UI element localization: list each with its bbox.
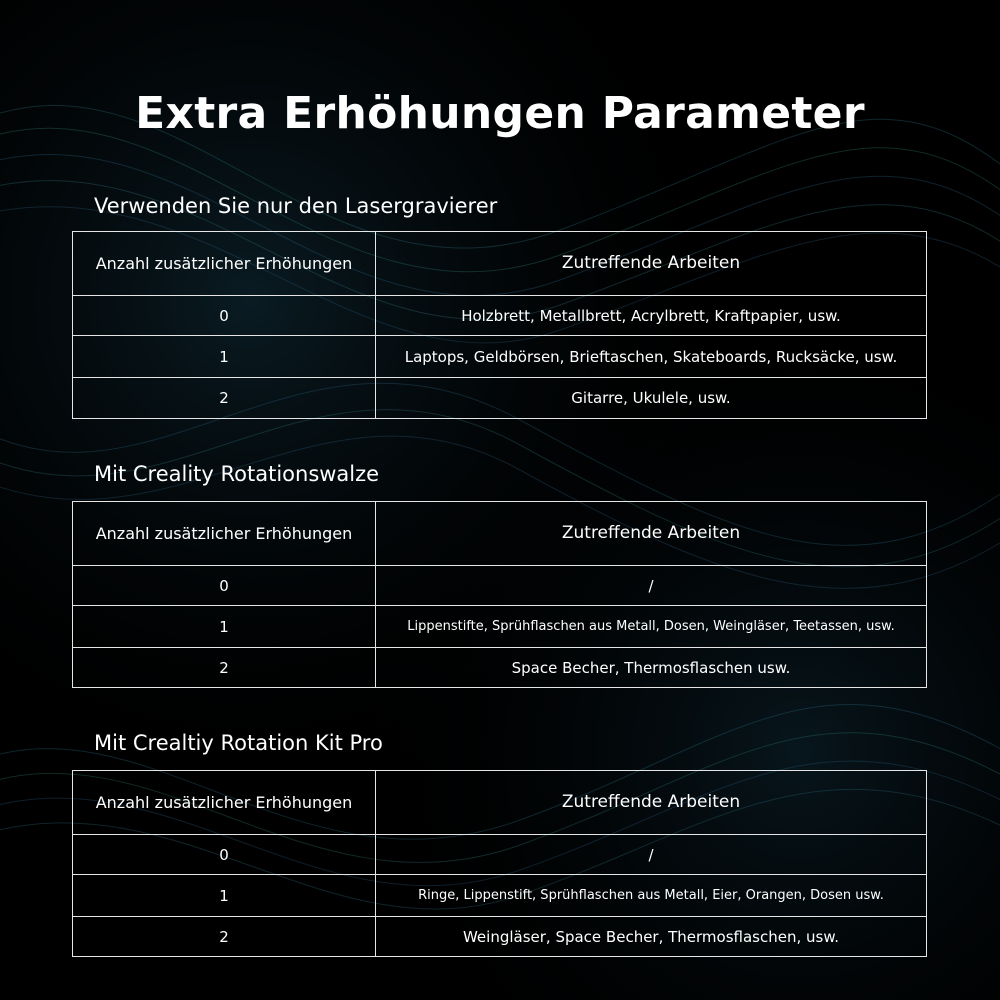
row-work: Weingläser, Space Becher, Thermosflaschen, usw.: [376, 917, 927, 957]
row-count: 0: [73, 296, 376, 336]
table-header-row: [73, 232, 927, 296]
row-count: 0: [73, 566, 376, 606]
row-count: 1: [73, 875, 376, 917]
table-row: [73, 378, 927, 419]
row-count: 1: [73, 606, 376, 648]
table-header-row: [73, 502, 927, 566]
table-row: [73, 336, 927, 378]
row-work: Holzbrett, Metallbrett, Acrylbrett, Kraftpapier, usw.: [376, 296, 927, 336]
header-count: Anzahl zusätzlicher Erhöhungen: [73, 771, 376, 835]
row-work: /: [376, 566, 927, 606]
row-count: 2: [73, 648, 376, 688]
section-heading-rotationswalze: Mit Creality Rotationswalze: [94, 462, 380, 486]
row-count: 0: [73, 835, 376, 875]
table-rotationswalze: [72, 501, 927, 688]
table-row: [73, 875, 927, 917]
table-row: [73, 296, 927, 336]
header-count: Anzahl zusätzlicher Erhöhungen: [73, 502, 376, 566]
row-work: Ringe, Lippenstift, Sprühflaschen aus Metall, Eier, Orangen, Dosen usw.: [376, 875, 927, 917]
header-work: Zutreffende Arbeiten: [376, 502, 927, 566]
row-work: Space Becher, Thermosflaschen usw.: [376, 648, 927, 688]
header-count: Anzahl zusätzlicher Erhöhungen: [73, 232, 376, 296]
row-work: /: [376, 835, 927, 875]
page-title: Extra Erhöhungen Parameter: [135, 88, 865, 139]
section-heading-rotation-kit-pro: Mit Crealtiy Rotation Kit Pro: [94, 731, 383, 755]
row-count: 1: [73, 336, 376, 378]
table-rotation-kit-pro: [72, 770, 927, 957]
row-work: Laptops, Geldbörsen, Brieftaschen, Skateboards, Rucksäcke, usw.: [376, 336, 927, 378]
header-work: Zutreffende Arbeiten: [376, 232, 927, 296]
table-row: [73, 917, 927, 957]
table-row: [73, 835, 927, 875]
table-row: [73, 648, 927, 688]
table-row: [73, 606, 927, 648]
section-heading-laser: Verwenden Sie nur den Lasergravierer: [94, 194, 498, 218]
row-count: 2: [73, 917, 376, 957]
row-count: 2: [73, 378, 376, 419]
row-work: Lippenstifte, Sprühflaschen aus Metall, Dosen, Weingläser, Teetassen, usw.: [376, 606, 927, 648]
row-work: Gitarre, Ukulele, usw.: [376, 378, 927, 419]
table-laser: [72, 231, 927, 419]
header-work: Zutreffende Arbeiten: [376, 771, 927, 835]
table-row: [73, 566, 927, 606]
table-header-row: [73, 771, 927, 835]
